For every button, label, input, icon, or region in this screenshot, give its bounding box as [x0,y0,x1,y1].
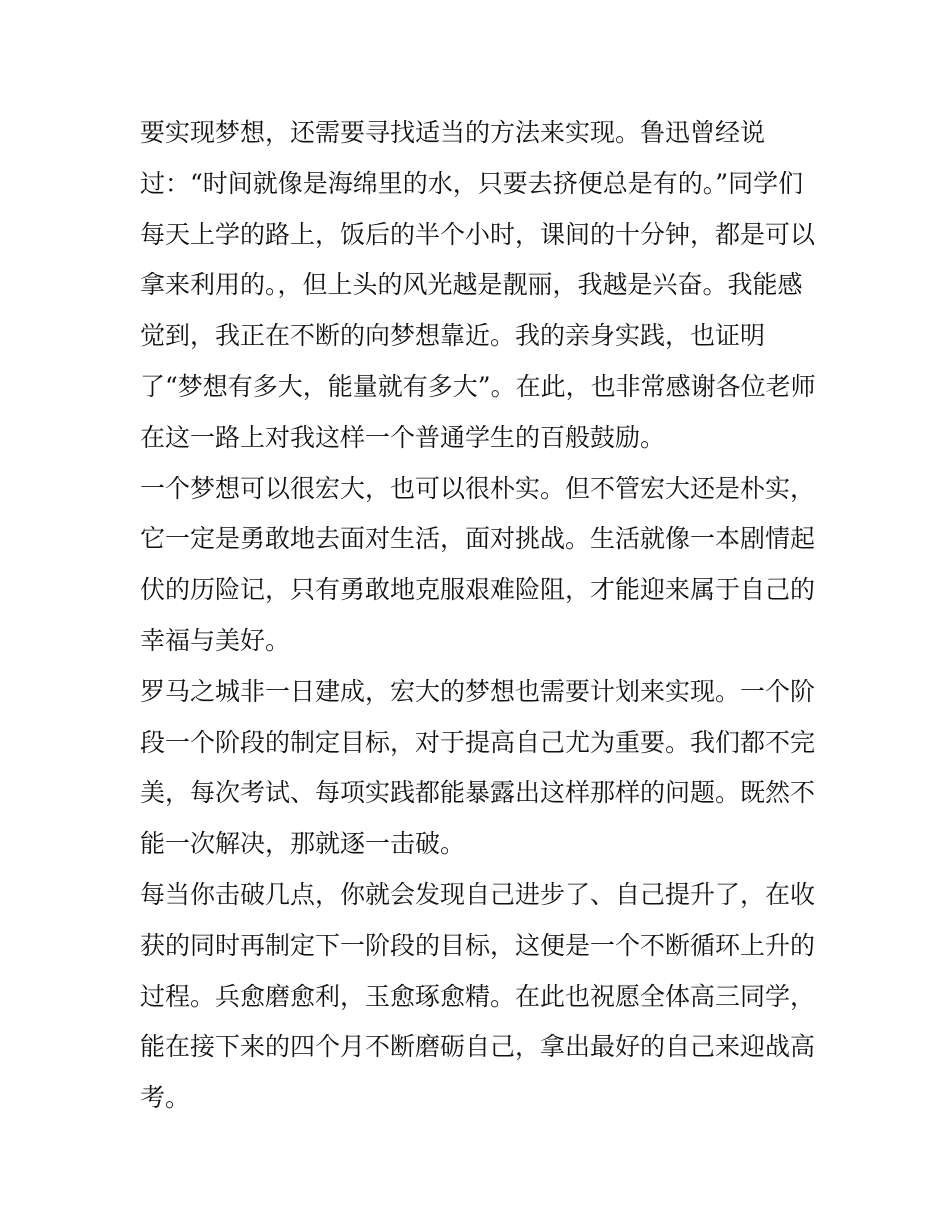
text-line-4: 拿来利用的。，但上头的风光越是靓丽，我越是兴奋。我能感 [140,270,803,300]
text-line-20: 考。 [140,1083,191,1113]
text-line-14: 美，每次考试、每项实践都能暴露出这样那样的问题。既然不 [140,778,816,808]
text-line-2: 过：“时间就像是海绵里的水，只要去挤便总是有的。”同学们 [140,168,804,198]
text-line-15: 能一次解决，那就逐一击破。 [140,829,466,859]
text-line-6: 了“梦想有多大，能量就有多大”。在此，也非常感谢各位老师 [140,371,816,401]
text-line-18: 过程。兵愈磨愈利，玉愈琢愈精。在此也祝愿全体高三同学， [140,981,816,1011]
text-line-17: 获的同时再制定下一阶段的目标，这便是一个不断循环上升的 [140,930,816,960]
text-line-3: 每天上学的路上，饭后的半个小时，课间的十分钟，都是可以 [140,219,816,249]
text-line-13: 段一个阶段的制定目标，对于提高自己尤为重要。我们都不完 [140,727,816,757]
text-line-9: 它一定是勇敢地去面对生活，面对挑战。生活就像一本剧情起 [140,524,816,554]
text-line-10: 伏的历险记，只有勇敢地克服艰难险阻，才能迎来属于自己的 [140,575,816,605]
text-line-5: 觉到，我正在不断的向梦想靠近。我的亲身实践，也证明 [140,321,766,351]
text-line-16: 每当你击破几点，你就会发现自己进步了、自己提升了，在收 [140,879,816,909]
text-line-8: 一个梦想可以很宏大，也可以很朴实。但不管宏大还是朴实， [140,473,816,503]
text-line-1: 要实现梦想，还需要寻找适当的方法来实现。鲁迅曾经说 [140,118,766,147]
text-line-7: 在这一路上对我这样一个普通学生的百般鼓励。 [140,422,666,452]
text-line-12: 罗马之城非一日建成，宏大的梦想也需要计划来实现。一个阶 [140,676,816,706]
text-line-11: 幸福与美好。 [140,625,291,655]
document-body [140,108,820,1124]
text-line-19: 能在接下来的四个月不断磨砺自己，拿出最好的自己来迎战高 [140,1032,816,1062]
